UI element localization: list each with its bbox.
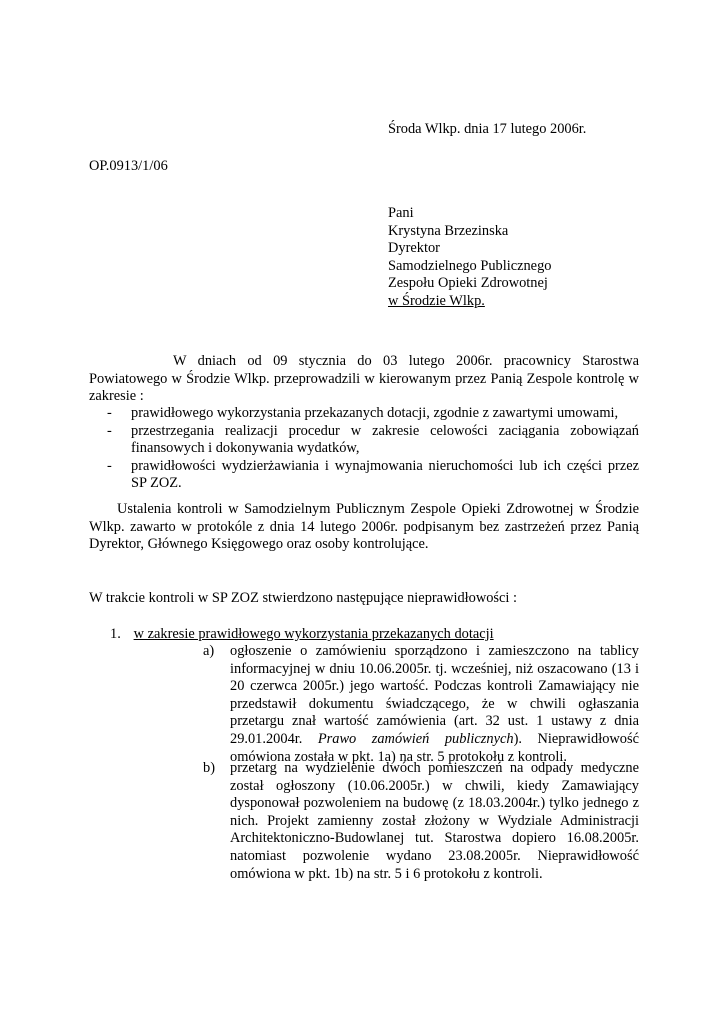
list-item [89,458,639,493]
item-label: a) [203,643,215,659]
scope-list [89,405,639,493]
recipient-line: Dyrektor [388,240,440,257]
bullet-dash: - [107,457,112,474]
finding-item-a [203,643,639,766]
findings-paragraph: Ustalenia kontroli w Samodzielnym Publicznym Zespole Opieki Zdrowotnej w Środzie Wlkp. zawarto w protokóle z dnia 14 lutego 2006r. podpisanym bez zastrzeżeń przez Panią Dyrektor, Głównego Księgowego oraz osoby kontrolujące. [89,501,639,553]
finding-item-b [203,760,639,883]
recipient-line: Pani [388,205,414,221]
recipient-line: w Środzie Wlkp. [388,292,485,309]
section-title: w zakresie prawidłowego wykorzystania przekazanych dotacji [133,626,494,642]
reference-number: OP.0913/1/06 [89,158,168,174]
bullet-dash: - [107,405,112,421]
item-label: b) [203,760,215,776]
section-heading [110,626,494,644]
list-item [89,405,639,423]
recipient-line: Samodzielnego Publicznego [388,257,552,274]
irregularities-intro: W trakcie kontroli w SP ZOZ stwierdzono następujące nieprawidłowości : [89,590,518,606]
italic-act-name: Prawo zamówień publicznych [317,730,514,747]
list-item-text: prawidłowego wykorzystania przekazanych dotacji, zgodnie z zawartymi umowami, [131,405,619,421]
recipient-line: Zespołu Opieki Zdrowotnej [388,275,548,292]
list-item-text: prawidłowości wydzierżawiania i wynajmowania nieruchomości lub ich części przez SP ZOZ. [131,457,639,492]
section-number: 1. [110,626,121,642]
recipient-address [388,205,551,311]
list-item [89,423,639,458]
intro-paragraph: W dniach od 09 stycznia do 03 lutego 2006r. pracownicy Starostwa Powiatowego w Środzie Wlkp. przeprowadzili w kierowanym przez Panią Zespole kontrolę w zakresie : [89,353,639,405]
item-text: przetarg na wydzielenie dwóch pomieszczeń na odpady medyczne został ogłoszony (10.06.2005r.) w chwili, kiedy Zamawiający dysponował pozwoleniem na budowę (z 18.03.2004r.) tylko jednego z nich. Projekt zamienny został złożony w Wydziale Administracji Architektoniczno-Budowlanej tut. Starostwa dopiero 16.08.2005r. natomiast pozwolenie wydano 23.08.2005r. Nieprawidłowość omówiona w pkt. 1b) na str. 5 i 6 protokołu z kontroli. [230,760,639,882]
recipient-line: Krystyna Brzezinska [388,222,509,239]
bullet-dash: - [107,422,112,439]
list-item-text: przestrzegania realizacji procedur w zakresie celowości zaciągania zobowiązań finansowych i dokonywania wydatków, [131,422,639,457]
item-text: ogłoszenie o zamówieniu sporządzono i zamieszczono na tablicy informacyjnej w dniu 10.06.2005r. tj. wcześniej, niż oszacowano (13 i 20 czerwca 2005r.) jego wartość. Podczas kontroli Zamawiający nie przedstawił dokumentu świadczącego, że w chwili ogłaszania przetargu znał wartość zamówienia (art. 32 ust. 1 ustawy z dnia 29.01.2004r. Prawo zamówień publicznych). Nieprawidłowość omówiona została w pkt. 1a) na str. 5 protokołu z kontroli. [230,643,639,765]
document-date: Środa Wlkp. dnia 17 lutego 2006r. [388,121,587,137]
